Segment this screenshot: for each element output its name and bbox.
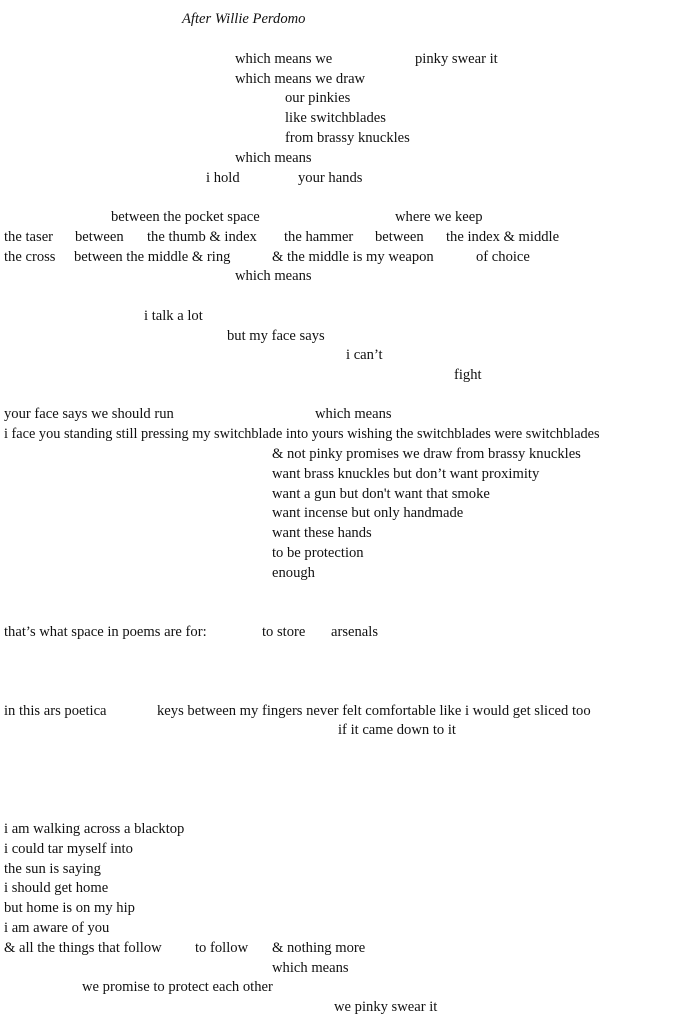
poem-line: the thumb & index <box>147 229 257 245</box>
poem-line: want these hands <box>272 525 372 541</box>
poem-line: which means <box>272 960 349 976</box>
poem-line: enough <box>272 565 315 581</box>
poem-line: i should get home <box>4 880 109 896</box>
poem-line: to follow <box>195 940 249 956</box>
poem-line: want incense but only handmade <box>272 505 464 521</box>
poem-line: the hammer <box>284 229 354 245</box>
poem-line: which means we draw <box>235 71 366 87</box>
epigraph: After Willie Perdomo <box>182 11 306 27</box>
poem-line: where we keep <box>395 209 483 225</box>
poem-line: which means <box>235 268 312 284</box>
poem-line: & the middle is my weapon <box>272 249 434 265</box>
poem-line: between <box>75 229 124 245</box>
poem-line: but home is on my hip <box>4 900 135 916</box>
poem-line: arsenals <box>331 624 379 640</box>
poem-line: the sun is saying <box>4 861 101 877</box>
poem-line: between <box>375 229 424 245</box>
poem-line: of choice <box>476 249 530 265</box>
poem-line: the index & middle <box>446 229 560 245</box>
poem-line: your hands <box>298 170 363 186</box>
poem-line: & not pinky promises we draw from brassy knuckles <box>272 446 581 462</box>
poem-line: our pinkies <box>285 90 351 106</box>
poem-line: between the middle & ring <box>74 249 231 265</box>
poem-line: to be protection <box>272 545 364 561</box>
poem-line: i can’t <box>346 347 383 363</box>
poem-line: the taser <box>4 229 54 245</box>
poem-line: that’s what space in poems are for: <box>4 624 207 640</box>
poem-line: i am aware of you <box>4 920 110 936</box>
poem-line: fight <box>454 367 482 383</box>
poem-line: we pinky swear it <box>334 999 438 1015</box>
poem-line: & all the things that follow <box>4 940 162 956</box>
poem-line: which means <box>315 406 392 422</box>
poem-line: i face you standing still pressing my switchblade into yours wishing the switchblades were switchblades <box>4 426 600 442</box>
poem-line: which means we <box>235 51 333 67</box>
poem-line: the cross <box>4 249 56 265</box>
poem-line: & nothing more <box>272 940 366 956</box>
poem-line: if it came down to it <box>338 722 456 738</box>
poem-line: in this ars poetica <box>4 703 107 719</box>
poem-line: i could tar myself into <box>4 841 133 857</box>
poem-line: we promise to protect each other <box>82 979 273 995</box>
poem-line: i talk a lot <box>144 308 203 324</box>
poem-line: which means <box>235 150 312 166</box>
poem-line: keys between my fingers never felt comfortable like i would get sliced too <box>157 703 591 719</box>
poem-line: want brass knuckles but don’t want proximity <box>272 466 540 482</box>
poem-line: like switchblades <box>285 110 386 126</box>
poem-line: from brassy knuckles <box>285 130 410 146</box>
poem-line: to store <box>262 624 306 640</box>
poem-line: i hold <box>206 170 240 186</box>
poem-line: pinky swear it <box>415 51 498 67</box>
poem-line: want a gun but don't want that smoke <box>272 486 490 502</box>
poem-line: but my face says <box>227 328 325 344</box>
poem-line: between the pocket space <box>111 209 260 225</box>
poem-line: your face says we should run <box>4 406 174 422</box>
poem-line: i am walking across a blacktop <box>4 821 185 837</box>
